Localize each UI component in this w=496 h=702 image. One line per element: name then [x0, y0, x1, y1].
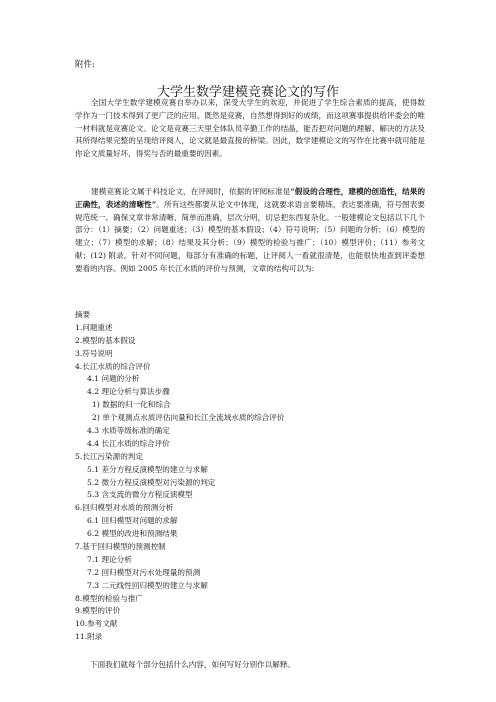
outline-item: 4.1 问题的分析 — [87, 374, 140, 384]
outline-item: 5.长江污染源的判定 — [75, 451, 143, 461]
outline-item: 5.3 含支流的微分方程反演模型 — [87, 490, 193, 500]
outline-item: 2.模型的基本假设 — [75, 335, 136, 345]
outline-item: 10.参考文献 — [75, 619, 118, 629]
criteria-text-after: 。所有这些都要从论文中体现，这就要求语言要精练，表达要准确，符号图表要规范统一。确保文章非常清晰、简单而准确，层次分明，切忌把东西复杂化。一般建模论文包括以下几个部分：（1）摘要；（2）问题重述；（3）模型的基本假设；（4）符号说明；（5）问题的分析；（6）模型的建立；（7）模型的求解；（8）结果及其分析；（9）模型的检验与推广；（10）模型评价；（11）参考文献；(12) 附录。针对不同问题，每部分有准确的标题，让评阅人一看就很清楚，也能很快地查到评委想要看的内容。例如 2005 年长江水质的评价与预测，文章的结构可以为: — [75, 199, 426, 273]
outline-item: 6.2 模型的改进和预测结果 — [87, 529, 178, 539]
outline-item: 4.3 水质等级标准的确定 — [87, 426, 170, 436]
outline-item: 4.长江水质的综合评价 — [75, 361, 151, 371]
criteria-text-before: 建模竞赛论文属于科技论文，在评阅时，依据的评阅标准是 — [91, 187, 291, 196]
outline-item: 1.问题重述 — [75, 322, 113, 332]
outline-item: 5.2 微分方程反演模型对污染源的判定 — [87, 477, 216, 487]
outline-item: 11.附录 — [75, 632, 103, 642]
outline-item: 8.模型的检验与推广 — [75, 593, 143, 603]
outline-item: 摘要 — [75, 310, 91, 319]
closing-line: 下面我们就每个部分包括什么内容，如何写好分别作以解释。 — [90, 660, 296, 669]
outline-item: 4.2 理论分析与算法步骤 — [87, 387, 170, 397]
intro-paragraph: 全国大学生数学建模竞赛自举办以来，深受大学生的欢迎，并促进了学生综合素质的提高，使得数学作为一门技术得到了更广泛的应用。既然是竞赛，自然想得到好的成绩，而这项赛事提供给评委会的唯一材料就是竞赛论文。论文是竞赛三天里全体队员辛勤工作的结晶，能否把对问题的理解、解决的方法及其所得结果完整的呈现给评阅人，论文就是最直接的桥梁。因此，数学建模论文的写作在比赛中就可能是你论文质量好坏，得奖与否的最重要的因素。 — [75, 98, 425, 159]
attachment-label: 附件: — [75, 60, 95, 70]
outline-item: 7.基于回归模型的预测控制 — [75, 542, 166, 552]
outline-item: 7.1 理论分析 — [87, 554, 132, 564]
outline-item: 7.2 回归模型对污水处理量的预测 — [87, 567, 201, 577]
outline-item: 1) 数据的归一化和综合 — [92, 400, 171, 410]
outline-item: 6.1 回归模型对问题的求解 — [87, 516, 178, 526]
outline-item: 2) 单个观测点水质评估向量和长江全流域水质的综合评价 — [92, 413, 285, 423]
criteria-bold-text: “假设的合理性，建模的创造性，结果的正确性，表述的清晰性” — [75, 187, 425, 209]
page-title: 大学生数学建模竞赛论文的写作 — [156, 85, 339, 100]
outline-item: 4.4 长江水质的综合评价 — [87, 438, 170, 448]
outline-item: 9.模型的评价 — [75, 606, 121, 616]
outline-item: 7.3 二元线性回归模型的建立与求解 — [87, 580, 208, 590]
outline-item: 5.1 差分方程反演模型的建立与求解 — [87, 464, 208, 474]
outline-list — [75, 309, 435, 644]
outline-item: 3.符号说明 — [75, 348, 113, 358]
criteria-paragraph — [75, 186, 425, 276]
outline-item: 6.回归模型对水质的预测分析 — [75, 503, 174, 513]
